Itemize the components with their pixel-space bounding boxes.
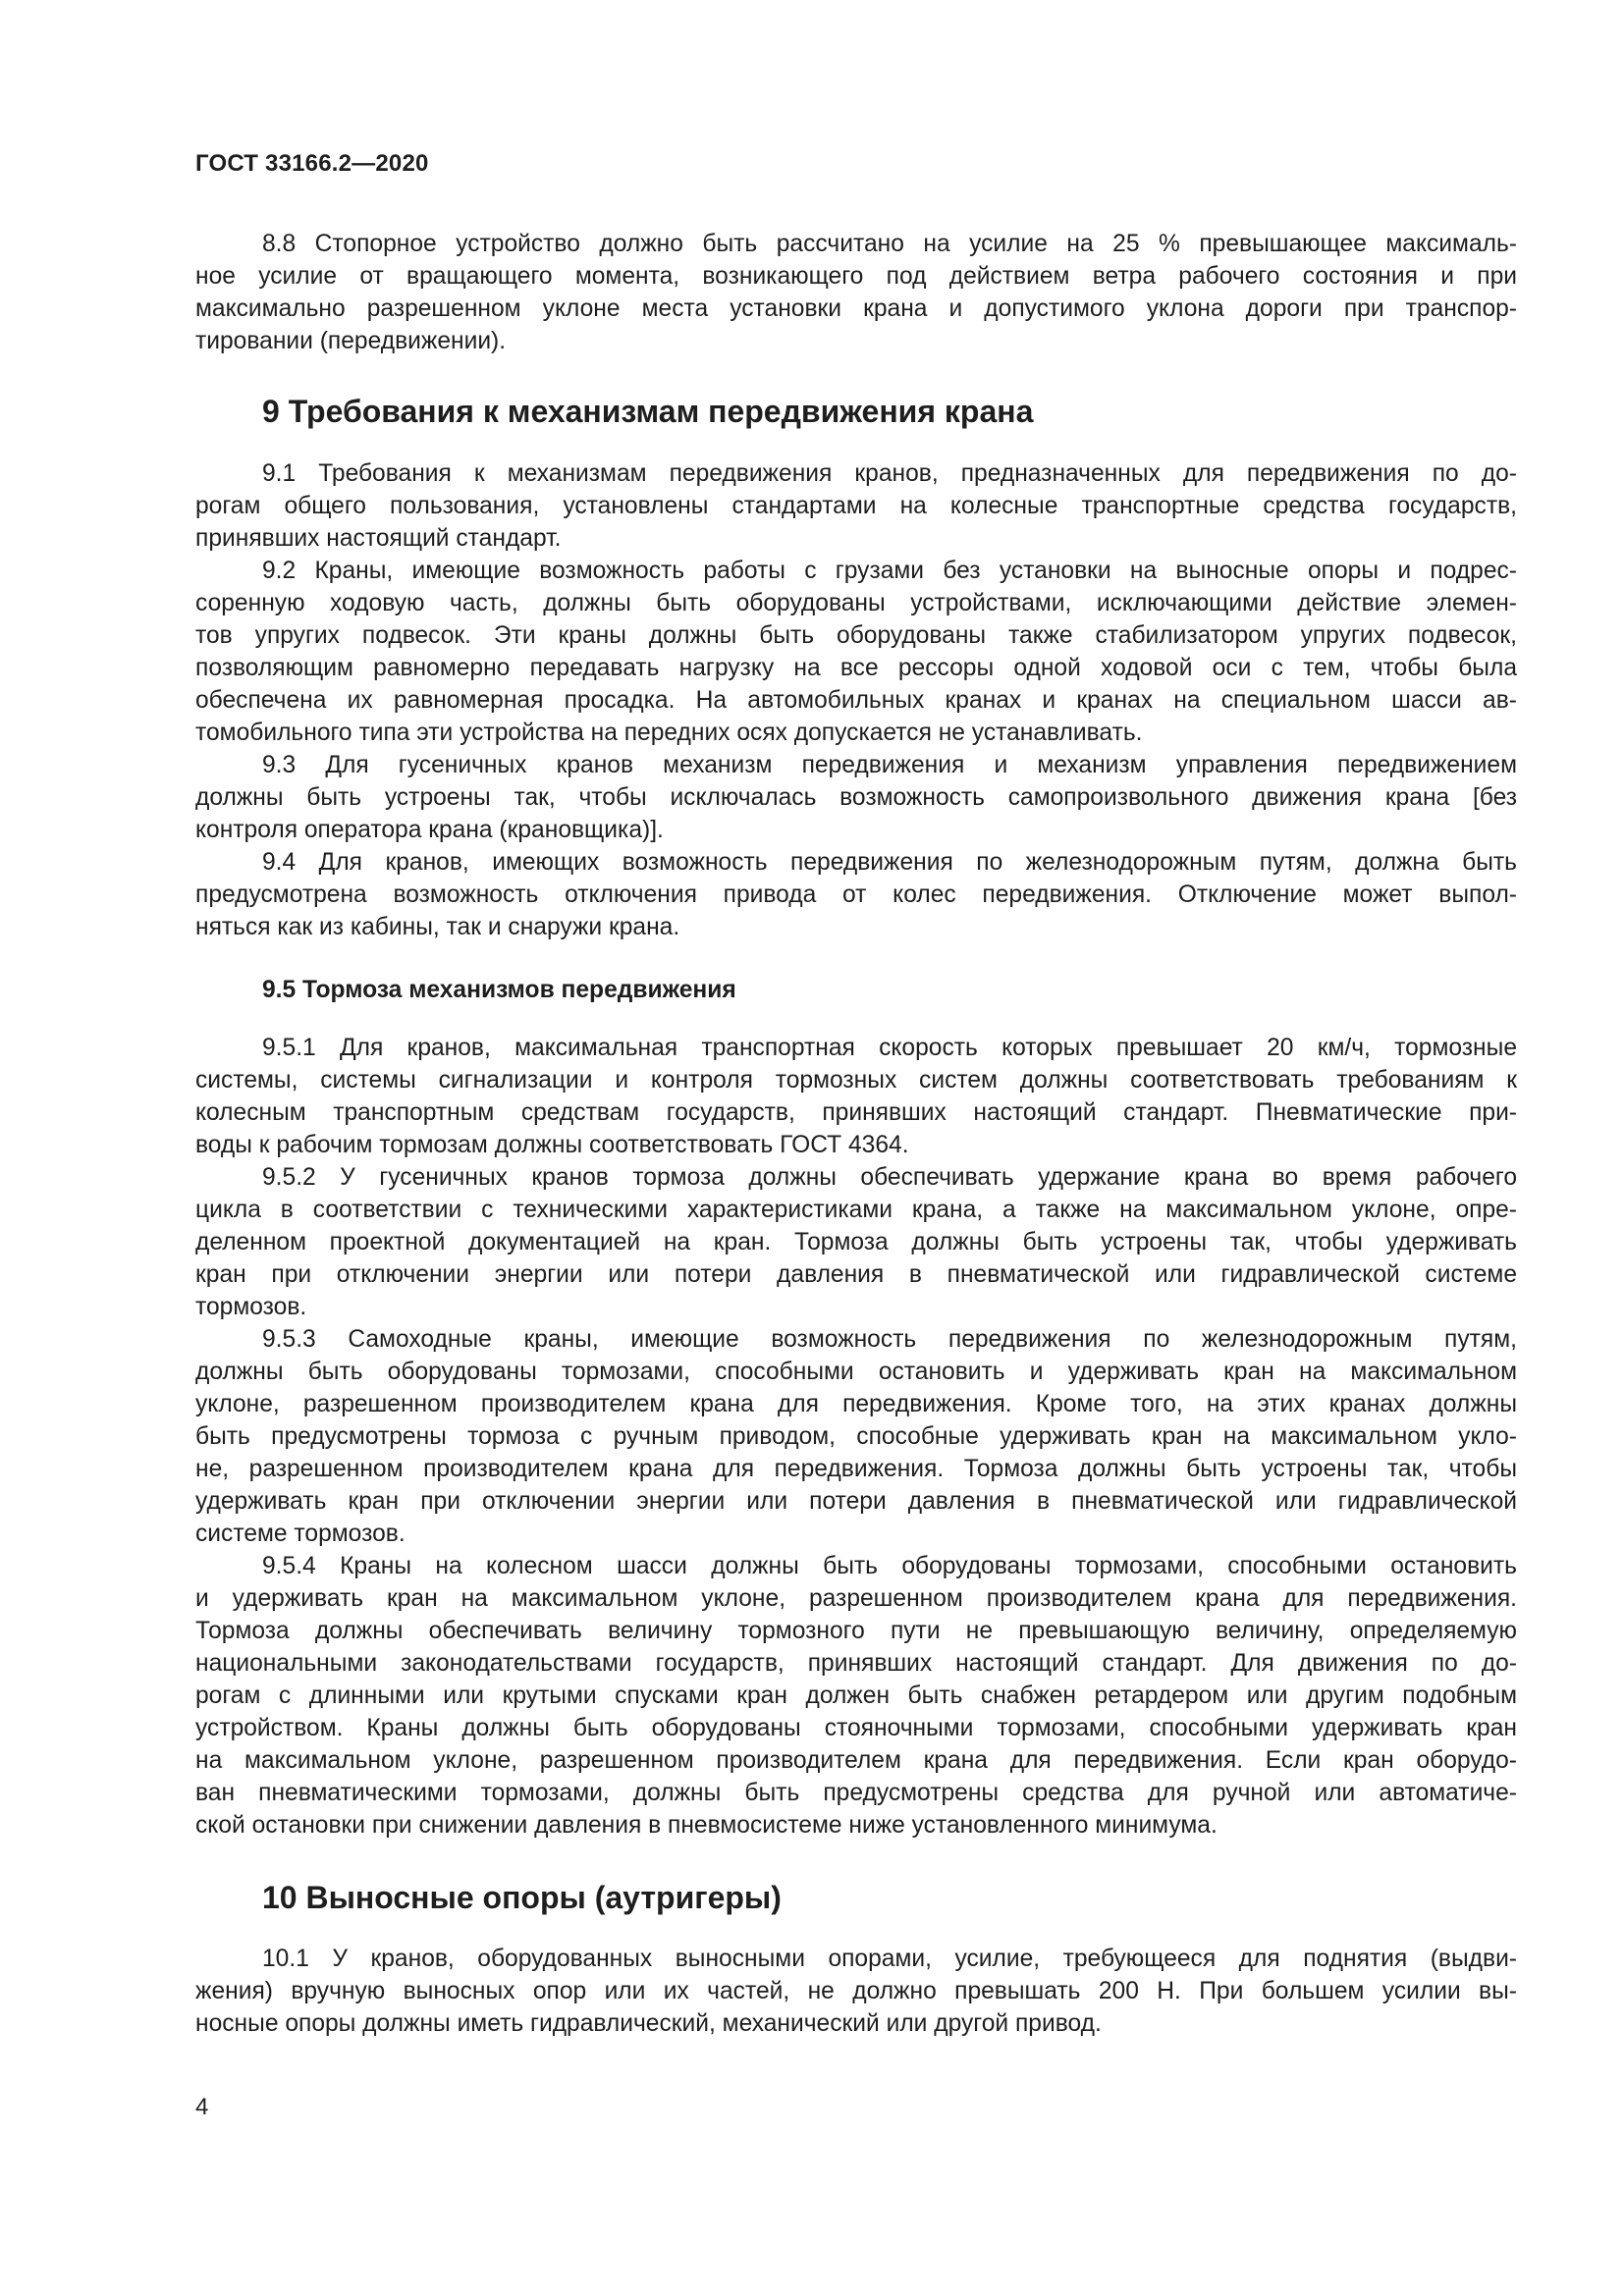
text-line: ван пневматическими тормозами, должны быть предусмотрены средства для ручной или автоматиче-	[195, 1780, 1517, 1806]
text-line: системы, системы сигнализации и контроля тормозных систем должны соответствовать требованиям к	[195, 1067, 1517, 1094]
paragraph-9-4	[195, 846, 1517, 943]
section-heading-9: 9 Требования к механизмам передвижения крана	[262, 394, 1034, 429]
text-line: кран при отключении энергии или потери давления в пневматической или гидравлической системе	[195, 1261, 1517, 1288]
text-line: 9.2 Краны, имеющие возможность работы с грузами без установки на выносные опоры и подрес-	[262, 558, 1517, 584]
text-line: тов упругих подвесок. Эти краны должны быть оборудованы также стабилизатором упругих подвесок,	[195, 622, 1517, 649]
text-line: колесным транспортным средствам государств, принявших настоящий стандарт. Пневматические при-	[195, 1099, 1517, 1126]
paragraph-10-1	[195, 1943, 1517, 2040]
document-body	[195, 228, 1517, 2040]
text-line: 9.5.4 Краны на колесном шасси должны быть оборудованы тормозами, способными остановить	[262, 1553, 1517, 1579]
text-line: системе тормозов.	[195, 1521, 406, 1547]
paragraph-8-8	[195, 228, 1517, 357]
text-line: 9.5.3 Самоходные краны, имеющие возможность передвижения по железнодорожным путям,	[262, 1326, 1517, 1353]
text-line: няться как из кабины, так и снаружи крана.	[195, 914, 680, 940]
text-line: 9.4 Для кранов, имеющих возможность передвижения по железнодорожным путям, должна быть	[262, 849, 1517, 876]
section-heading-10: 10 Выносные опоры (аутригеры)	[262, 1880, 782, 1915]
text-line: жения) вручную выносных опор или их частей, не должно превышать 200 Н. При большем усилии вы-	[195, 1978, 1517, 2004]
paragraph-9-5-3	[195, 1323, 1517, 1550]
text-line: принявших настоящий стандарт.	[195, 525, 562, 552]
text-line: 9.1 Требования к механизмам передвижения кранов, предназначенных для передвижения по до-	[262, 460, 1517, 487]
text-line: 8.8 Стопорное устройство должно быть рассчитано на усилие на 25 % превышающее максималь-	[262, 231, 1517, 257]
text-line: соренную ходовую часть, должны быть оборудованы устройствами, исключающими действие элемен-	[195, 590, 1517, 616]
text-line: 9.3 Для гусеничных кранов механизм передвижения и механизм управления передвижением	[262, 752, 1517, 778]
subsection-heading-9-5: 9.5 Тормоза механизмов передвижения	[262, 977, 736, 1003]
paragraph-9-2	[195, 555, 1517, 749]
text-line: уклоне, разрешенном производителем крана для передвижения. Кроме того, на этих кранах должны	[195, 1391, 1517, 1417]
text-line: позволяющим равномерно передавать нагрузку на все рессоры одной ходовой оси с тем, чтобы была	[195, 655, 1517, 681]
paragraph-9-3	[195, 749, 1517, 846]
text-line: Тормоза должны обеспечивать величину тормозного пути не превышающую величину, определяемую	[195, 1618, 1517, 1644]
text-line: ное усилие от вращающего момента, возникающего под действием ветра рабочего состояния и при	[195, 263, 1517, 290]
paragraph-9-5-2	[195, 1161, 1517, 1323]
paragraph-9-5-4	[195, 1550, 1517, 1842]
text-line: 10.1 У кранов, оборудованных выносными опорами, усилие, требующееся для поднятия (выдви-	[262, 1946, 1517, 1972]
text-line: томобильного типа эти устройства на передних осях допускается не устанавливать.	[195, 720, 1143, 746]
text-line: удерживать кран при отключении энергии или потери давления в пневматической или гидравлической	[195, 1488, 1517, 1515]
text-line: национальными законодательствами государств, принявших настоящий стандарт. Для движения по до-	[195, 1650, 1517, 1677]
text-line: ской остановки при снижении давления в пневмосистеме ниже установленного минимума.	[195, 1812, 1218, 1839]
text-line: должны быть оборудованы тормозами, способными остановить и удерживать кран на максимальном	[195, 1359, 1517, 1385]
text-line: устройством. Краны должны быть оборудованы стояночными тормозами, способными удерживать кран	[195, 1715, 1517, 1741]
paragraph-9-5-1	[195, 1032, 1517, 1161]
text-line: обеспечена их равномерная просадка. На автомобильных кранах и кранах на специальном шасси ав-	[195, 687, 1517, 714]
text-line: быть предусмотрены тормоза с ручным приводом, способные удерживать кран на максимальном укло-	[195, 1423, 1517, 1450]
text-line: цикла в соответствии с техническими характеристиками крана, а также на максимальном уклоне, опре-	[195, 1197, 1517, 1223]
text-line: деленном проектной документацией на кран. Тормоза должны быть устроены так, чтобы удерживать	[195, 1229, 1517, 1255]
paragraph-9-1	[195, 457, 1517, 555]
text-line: и удерживать кран на максимальном уклоне, разрешенном производителем крана для передвижения.	[195, 1585, 1517, 1612]
document-header: ГОСТ 33166.2—2020	[195, 150, 429, 177]
text-line: носные опоры должны иметь гидравлический, механический или другой привод.	[195, 2010, 1102, 2037]
text-line: 9.5.1 Для кранов, максимальная транспортная скорость которых превышает 20 км/ч, тормозные	[262, 1035, 1517, 1061]
text-line: воды к рабочим тормозам должны соответствовать ГОСТ 4364.	[195, 1132, 909, 1158]
text-line: тормозов.	[195, 1294, 307, 1320]
text-line: на максимальном уклоне, разрешенном производителем крана для передвижения. Если кран оборудо-	[195, 1747, 1517, 1774]
text-line: тировании (передвижении).	[195, 328, 507, 354]
text-line: рогам общего пользования, установлены стандартами на колесные транспортные средства государств,	[195, 493, 1517, 519]
text-line: не, разрешенном производителем крана для передвижения. Тормоза должны быть устроены так, чтобы	[195, 1456, 1517, 1482]
text-line: предусмотрена возможность отключения привода от колес передвижения. Отключение может выпол-	[195, 881, 1517, 908]
text-line: должны быть устроены так, чтобы исключалась возможность самопроизвольного движения крана [без	[195, 784, 1517, 811]
text-line: контроля оператора крана (крановщика)].	[195, 817, 664, 843]
page-number: 4	[195, 2094, 209, 2120]
text-line: рогам с длинными или крутыми спусками кран должен быть снабжен ретардером или другим подобным	[195, 1682, 1517, 1709]
text-line: 9.5.2 У гусеничных кранов тормоза должны обеспечивать удержание крана во время рабочего	[262, 1164, 1517, 1191]
text-line: максимально разрешенном уклоне места установки крана и допустимого уклона дороги при транспор-	[195, 295, 1517, 322]
